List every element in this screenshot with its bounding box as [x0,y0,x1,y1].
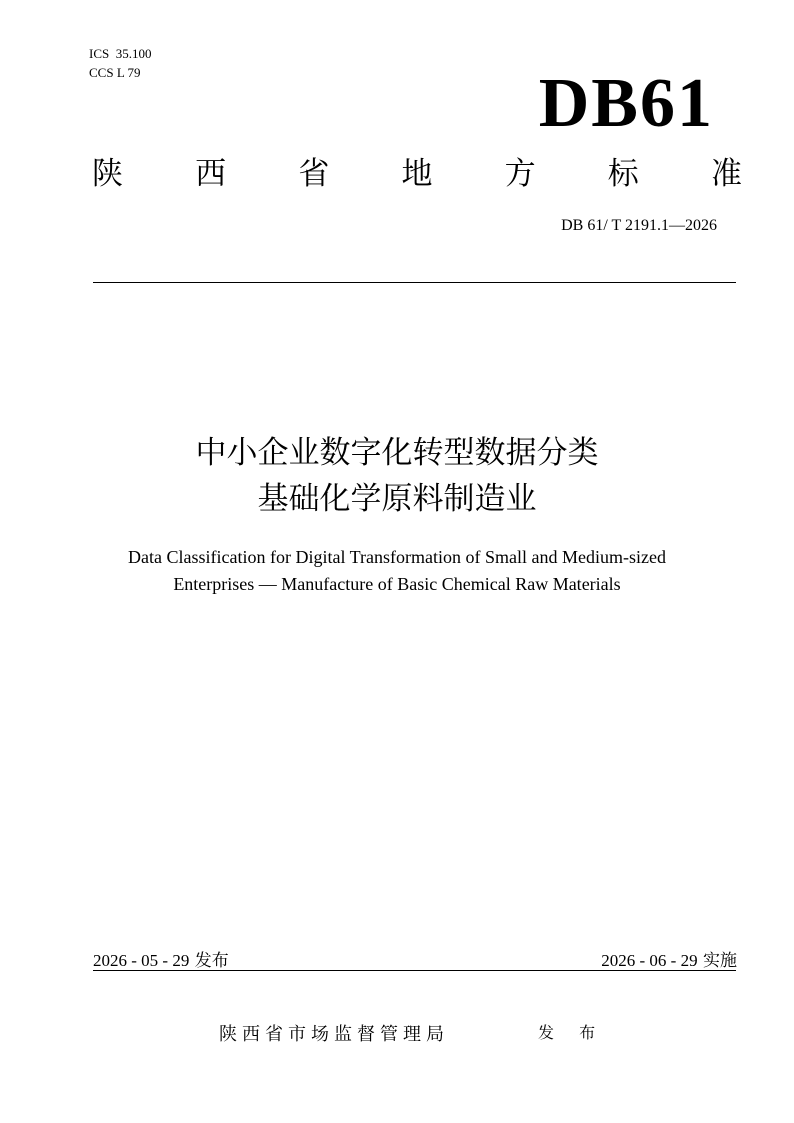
implementation-date-label: 实施 [703,951,737,971]
chinese-title-line-2: 基础化学原料制造业 [257,481,537,517]
classification-codes [89,44,151,82]
ccs-code: CCS L 79 [89,65,141,80]
bottom-divider [93,970,736,971]
implementation-date-value: 2026 - 06 - 29 [601,951,698,970]
english-title-line-1: Data Classification for Digital Transformation of Small and Medium-sized [128,547,666,567]
issue-date-value: 2026 - 05 - 29 [93,951,190,970]
standard-type-heading [92,152,742,196]
issuing-authority: 陕西省市场监督管理局 [219,1024,449,1045]
chinese-title [0,430,794,522]
issue-date-label: 发布 [194,951,229,971]
standard-type-char: 方 [504,156,536,192]
standard-type-char: 标 [607,156,639,192]
chinese-title-line-1: 中小企业数字化转型数据分类 [195,435,599,471]
english-title-line-2: Enterprises — Manufacture of Basic Chemical Raw Materials [173,574,621,594]
publish-label: 发 布 [538,1023,606,1042]
standard-type-char: 西 [195,156,227,192]
standard-type-char: 地 [401,156,433,192]
top-divider [93,282,736,283]
standard-type-char: 准 [710,156,742,192]
ics-code: ICS 35.100 [89,46,152,61]
db-logo: DB61 [538,65,714,142]
issue-date [93,950,229,972]
implementation-date [601,950,737,972]
standard-number: DB 61/ T 2191.1—2026 [561,217,717,234]
standard-type-char: 省 [298,156,330,192]
standard-type-char: 陕 [92,156,123,192]
english-title [0,544,794,598]
